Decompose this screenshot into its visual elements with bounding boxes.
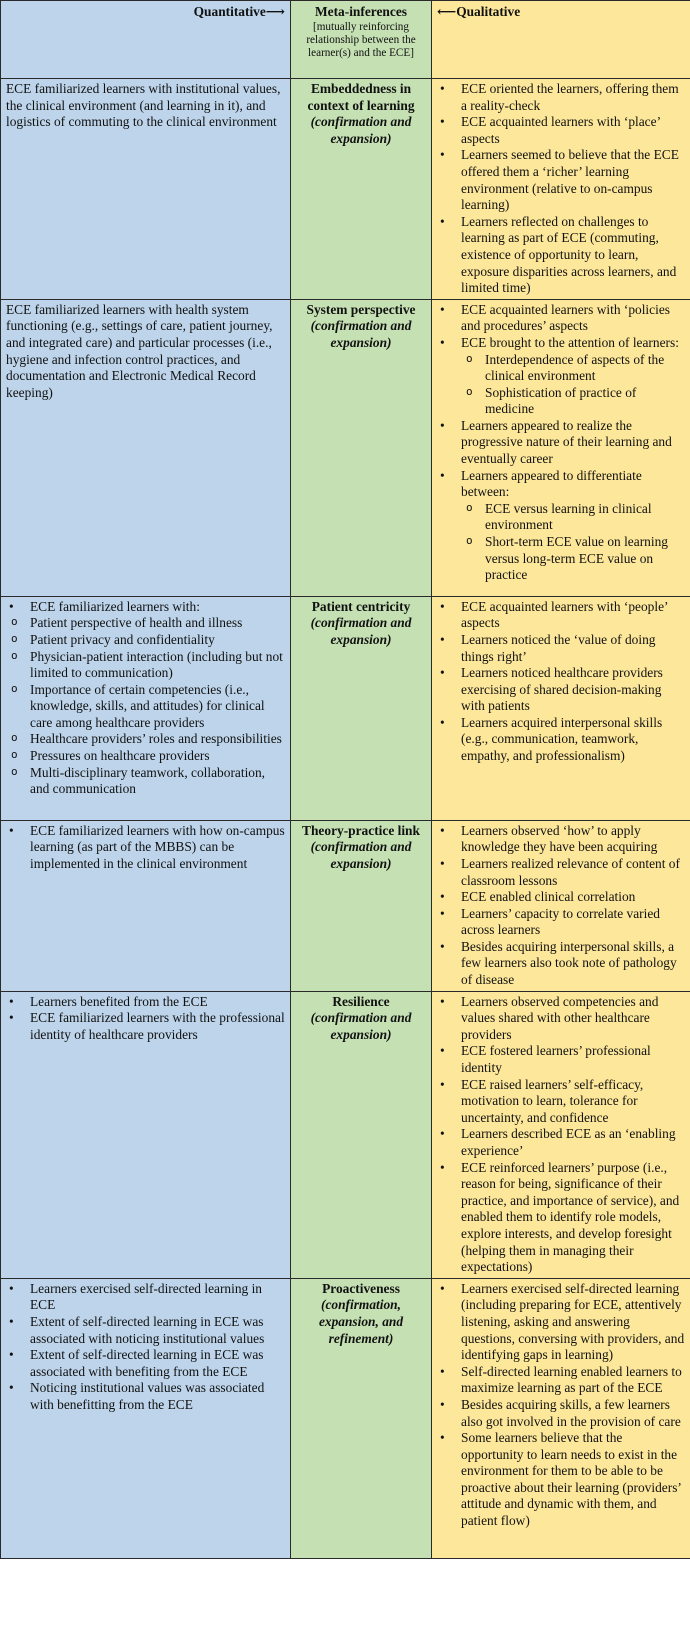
qualitative-list <box>437 302 685 584</box>
header-row <box>1 1 690 79</box>
sub-list <box>461 501 685 584</box>
quantitative-list <box>6 599 285 616</box>
quantitative-text: ECE familiarized learners with institutional values, the clinical environment (and learning in it), and logistics of commuting to the clinical environment <box>6 81 281 130</box>
list-item-text: Learners appeared to differentiate between: <box>461 467 642 500</box>
meta-inference-qualifier: (confirmation and expansion) <box>310 318 412 350</box>
list-item: • Learners reflected on challenges to learning as part of ECE (commuting, existence of opportunity to learn, exposure disparities across learners, and limited time) <box>437 214 685 297</box>
meta-inferences-title: Meta-inferences <box>315 4 407 19</box>
meta-inference-qualifier: (confirmation and expansion) <box>310 839 412 871</box>
list-item-text: ECE brought to the attention of learners: <box>461 334 679 350</box>
qualitative-list <box>437 599 685 765</box>
meta-inference-qualifier: (confirmation and expansion) <box>310 1010 412 1042</box>
qualitative-list <box>437 994 685 1276</box>
list-item: • ECE fostered learners’ professional identity <box>437 1043 685 1076</box>
meta-inferences-header <box>291 1 432 79</box>
sub-list-item: o Short-term ECE value on learning versus long-term ECE value on practice <box>461 534 685 584</box>
meta-inference-qualifier: (confirmation and expansion) <box>310 615 412 647</box>
list-item: • Noticing institutional values was associated with benefitting from the ECE <box>6 1380 285 1413</box>
quantitative-cell <box>1 596 291 820</box>
sub-list-item: o Pressures on healthcare providers <box>6 748 285 765</box>
meta-inference-title: System perspective <box>306 301 416 317</box>
list-item: • Extent of self-directed learning in ECE was associated with noticing institutional values <box>6 1314 285 1347</box>
list-item: • Learners exercised self-directed learning (including preparing for ECE, attentively listening, asking and answering questions, conversing with providers, and identifying gaps in learning) <box>437 1281 685 1364</box>
list-item: • Learners acquired interpersonal skills (e.g., communication, teamwork, empathy, and professionalism) <box>437 715 685 765</box>
quantitative-cell <box>1 79 291 300</box>
qualitative-cell <box>432 79 690 300</box>
quantitative-list <box>6 994 285 1044</box>
quantitative-header: Quantitative⟶ <box>1 1 291 79</box>
table-row <box>1 596 690 820</box>
table-row <box>1 1278 690 1558</box>
list-item: • Learners observed competencies and values shared with other healthcare providers <box>437 994 685 1044</box>
list-item: • ECE acquainted learners with ‘policies and procedures’ aspects <box>437 302 685 335</box>
list-item: • ECE raised learners’ self-efficacy, motivation to learn, tolerance for uncertainty, and confidence <box>437 1077 685 1127</box>
qualitative-cell <box>432 596 690 820</box>
table-row <box>1 991 690 1278</box>
list-item: • Learners realized relevance of content of classroom lessons <box>437 856 685 889</box>
quantitative-cell <box>1 820 291 991</box>
sub-list <box>6 615 285 798</box>
sub-list-item: o Interdependence of aspects of the clinical environment <box>461 352 685 385</box>
list-item: • ECE familiarized learners with how on-campus learning (as part of the MBBS) can be implemented in the clinical environment <box>6 823 285 873</box>
sub-list-item: o ECE versus learning in clinical environment <box>461 501 685 534</box>
sub-list-item: o Multi-disciplinary teamwork, collaboration, and communication <box>6 765 285 798</box>
list-item: • ECE acquainted learners with ‘people’ aspects <box>437 599 685 632</box>
qualitative-list <box>437 81 685 297</box>
qualitative-cell <box>432 991 690 1278</box>
qualitative-header: ⟵Qualitative <box>432 1 690 79</box>
list-item <box>437 335 685 418</box>
qualitative-cell <box>432 299 690 596</box>
quantitative-cell <box>1 991 291 1278</box>
meta-inference-cell <box>291 820 432 991</box>
list-item: • ECE oriented the learners, offering them a reality-check <box>437 81 685 114</box>
sub-list-item: o Physician-patient interaction (including but not limited to communication) <box>6 649 285 682</box>
quantitative-list <box>6 1281 285 1414</box>
list-item: • ECE reinforced learners’ purpose (i.e., reason for being, significance of their practice, and importance of service), and enabled them to identify role models, explore interests, and develop foresight (helping them in managing their expectations) <box>437 1160 685 1276</box>
list-item <box>6 599 285 616</box>
table-row <box>1 79 690 300</box>
sub-list-item: o Patient perspective of health and illness <box>6 615 285 632</box>
table-row <box>1 299 690 596</box>
list-item: • Extent of self-directed learning in ECE was associated with benefiting from the ECE <box>6 1347 285 1380</box>
meta-inference-title: Theory-practice link <box>302 822 420 838</box>
sub-list-item: o Healthcare providers’ roles and responsibilities <box>6 731 285 748</box>
quantitative-list <box>6 823 285 873</box>
list-item: • Besides acquiring skills, a few learners also got involved in the provision of care <box>437 1397 685 1430</box>
quantitative-cell <box>1 1278 291 1558</box>
quantitative-text: ECE familiarized learners with health system functioning (e.g., settings of care, patient journey, and integrated care) and particular processes (i.e., hygiene and infection control practices, and documentation and Electronic Medical Record keeping) <box>6 301 273 400</box>
meta-inference-qualifier: (confirmation and expansion) <box>310 114 412 146</box>
sub-list-item: o Importance of certain competencies (i.e., knowledge, skills, and attitudes) for clinical care among healthcare providers <box>6 682 285 732</box>
meta-inference-qualifier: (confirmation, expansion, and refinement) <box>318 1297 404 1346</box>
meta-inference-cell <box>291 299 432 596</box>
list-item: • Learners exercised self-directed learning in ECE <box>6 1281 285 1314</box>
list-item: • Self-directed learning enabled learners to maximize learning as part of the ECE <box>437 1364 685 1397</box>
list-item: • Learners benefited from the ECE <box>6 994 285 1011</box>
list-item: • Learners’ capacity to correlate varied across learners <box>437 906 685 939</box>
qualitative-cell <box>432 1278 690 1558</box>
list-item: • Learners seemed to believe that the ECE offered them a ‘richer’ learning environment (relative to on-campus learning) <box>437 147 685 213</box>
list-item: • ECE familiarized learners with the professional identity of healthcare providers <box>6 1010 285 1043</box>
list-item: • Learners noticed healthcare providers exercising of shared decision-making with patients <box>437 665 685 715</box>
meta-inference-cell <box>291 596 432 820</box>
list-item: • Learners observed ‘how’ to apply knowledge they have been acquiring <box>437 823 685 856</box>
qualitative-cell <box>432 820 690 991</box>
meta-inference-title: Embeddedness in context of learning <box>307 81 415 113</box>
list-item: • Learners noticed the ‘value of doing things right’ <box>437 632 685 665</box>
meta-inference-title: Proactiveness <box>322 1280 400 1296</box>
meta-inference-cell <box>291 991 432 1278</box>
table-row <box>1 820 690 991</box>
sub-list-item: o Sophistication of practice of medicine <box>461 385 685 418</box>
quantitative-cell <box>1 299 291 596</box>
list-item: • ECE enabled clinical correlation <box>437 889 685 906</box>
list-item: • Learners appeared to realize the progressive nature of their learning and eventually career <box>437 418 685 468</box>
list-item-text: ECE familiarized learners with: <box>30 598 200 614</box>
meta-inferences-subtitle: [mutually reinforcing relationship between the learner(s) and the ECE] <box>306 20 416 59</box>
list-item: • Some learners believe that the opportunity to learn needs to exist in the environment for them to be able to be proactive about their learning (providers’ attitude and dynamic with them, and patient flow) <box>437 1430 685 1530</box>
meta-inference-title: Resilience <box>332 993 390 1009</box>
sub-list-item: o Patient privacy and confidentiality <box>6 632 285 649</box>
list-item <box>437 468 685 584</box>
meta-inference-cell <box>291 1278 432 1558</box>
meta-inference-title: Patient centricity <box>311 598 411 614</box>
list-item: • ECE acquainted learners with ‘place’ aspects <box>437 114 685 147</box>
sub-list <box>461 352 685 418</box>
qualitative-list <box>437 823 685 989</box>
list-item: • Learners described ECE as an ‘enabling experience’ <box>437 1126 685 1159</box>
meta-inference-cell <box>291 79 432 300</box>
qualitative-list <box>437 1281 685 1530</box>
list-item: • Besides acquiring interpersonal skills, a few learners also took note of pathology of disease <box>437 939 685 989</box>
